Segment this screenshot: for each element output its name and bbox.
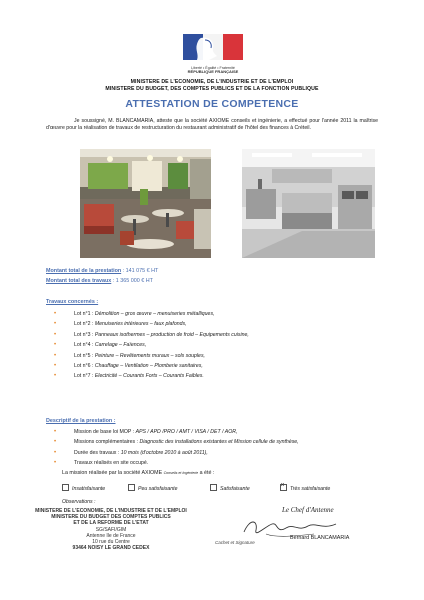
descriptif-heading: Descriptif de la prestation : (46, 418, 116, 424)
stamp-line: 10 rue du Centre (92, 539, 130, 546)
bullet-icon: • (54, 373, 57, 380)
intro-paragraph (46, 118, 378, 132)
list-item (46, 371, 386, 381)
lot-description: Electricité – Courants Forts – Courants Faibles. (94, 373, 204, 380)
lot-number: Lot n°1 : (74, 311, 95, 317)
mission-end: a été : (198, 470, 215, 476)
bullet-icon: • (54, 352, 57, 359)
lot-number: Lot n°7 : (74, 373, 95, 380)
logo-caption (183, 66, 243, 74)
list-item (46, 437, 386, 447)
lots-list (46, 309, 386, 382)
mission-statement (62, 470, 214, 476)
prestation-value: : 141 075 € HT (121, 268, 159, 274)
chef-title: Le Chef d'Antenne (282, 506, 334, 514)
list-item (46, 448, 386, 458)
stamp-line: Antenne Ile de France (86, 532, 136, 539)
travaux-label: Montant total des travaux (46, 278, 112, 284)
republic-label: RÉPUBLIQUE FRANÇAISE (187, 69, 239, 75)
lot-description: Peinture – Revêtements muraux – sols souples, (94, 352, 205, 359)
list-item (46, 319, 386, 329)
intro-text: Je soussigné, M. BLANCAMARIA, atteste que la société AXIOME conseils et ingénierie, a effectué pour l'année 2011 la maîtrise d'œuvre pour la réalisation de travaux de restructuration du restaurant administratif de l'hôtel des finances à Créteil. (46, 118, 378, 132)
list-item (46, 340, 386, 350)
kitchen-photo (242, 149, 375, 258)
item-detail: 10 mois (d'octobre 2010 à août 2011), (120, 449, 208, 456)
bullet-icon: • (54, 331, 57, 338)
restaurant-photo (80, 149, 211, 258)
bullet-icon: • (54, 429, 57, 435)
amounts-block (46, 266, 158, 286)
item-lead: Mission de base loi MOP : (74, 429, 136, 435)
bullet-icon: • (54, 311, 57, 317)
lot-number: Lot n°5 : (74, 352, 95, 359)
travaux-value: : 1 365 000 € HT (111, 278, 153, 284)
stamp-line: MINISTERE DE L'ECONOMIE, DE L'INDUSTRIE ET DE L'EMPLOI (35, 508, 187, 514)
observations-label: Observations : (62, 499, 96, 505)
bullet-icon: • (54, 449, 57, 456)
mission-company: Conseils et Ingénierie (163, 471, 199, 475)
item-lead: Missions complémentaires : (74, 439, 140, 446)
stamp-line: 93464 NOISY LE GRAND CEDEX (72, 545, 150, 552)
rating-label: Insatisfaisante (72, 486, 106, 492)
lot-number: Lot n°4 : (74, 342, 95, 349)
stamp-line: ET DE LA REFORME DE L'ETAT (73, 520, 149, 527)
descriptif-list (46, 427, 386, 469)
checkbox[interactable] (210, 484, 217, 491)
list-item (46, 351, 386, 361)
stamp-line: MINISTERE DU BUDGET DES COMPTES PUBLICS (51, 514, 171, 521)
lot-description: Chauffage – Ventilation – Plomberie sanitaires, (94, 363, 203, 370)
marianne-logo (183, 34, 243, 68)
bullet-icon: • (54, 363, 57, 370)
list-item (46, 458, 386, 468)
list-item (46, 427, 386, 437)
travaux-heading: Travaux concernés : (46, 299, 99, 305)
lot-number: Lot n°6 : (74, 363, 95, 370)
ministry-line-2: MINISTERE DU BUDGET, DES COMPTES PUBLICS ET DE LA FONCTION PUBLIQUE (105, 86, 319, 92)
checkbox[interactable] (128, 484, 135, 491)
signer-name: Bernard BLANCAMARIA (290, 535, 350, 541)
checkbox[interactable] (62, 484, 69, 491)
stamp-line: SG/SAFI/GIM (95, 526, 127, 533)
administration-stamp (28, 508, 194, 551)
bullet-icon: • (54, 460, 57, 467)
bullet-icon: • (54, 321, 57, 328)
lot-description: Démolition – gros œuvre – menuiseries métalliques, (94, 311, 215, 317)
mission-text: La mission réalisée par la société AXIOME (62, 470, 164, 476)
bullet-icon: • (54, 439, 57, 446)
page-title: ATTESTATION DE COMPETENCE (125, 98, 299, 110)
list-item (46, 330, 386, 340)
lot-number: Lot n°2 : (74, 321, 95, 328)
list-item (46, 309, 386, 319)
rating-insatisfaisante[interactable] (62, 484, 105, 492)
item-lead: Durée des travaux : (74, 449, 121, 456)
item-lead: Travaux réalisés en site occupé. (74, 460, 149, 467)
lot-description: Panneaux isothermes – production de froid – Equipements cuisine, (94, 331, 249, 338)
bullet-icon: • (54, 342, 57, 349)
prestation-amount (46, 266, 158, 276)
ministry-heading (60, 79, 364, 93)
rating-label: Peu satisfaisante (138, 486, 178, 492)
lot-description: Menuiseries intérieures – faux plafonds, (94, 321, 187, 328)
rating-label: Très satisfaisante (290, 486, 331, 492)
prestation-label: Montant total de la prestation (46, 268, 122, 274)
rating-label: Satisfaisante (220, 486, 250, 492)
item-detail: APS / APD /PRO / AMT / VISA / DET / AOR, (135, 429, 238, 435)
lot-description: Carrelage – Faïences, (94, 342, 147, 349)
rating-peu-satisfaisante[interactable] (128, 484, 178, 492)
rating-tres-satisfaisante[interactable] (280, 484, 330, 492)
cachet-label: Cachet et Signature (215, 540, 255, 545)
item-detail: Diagnostic des installations existantes et Mission cellule de synthèse, (139, 439, 299, 446)
motto: Liberté • Égalité • Fraternité (191, 66, 235, 70)
checkbox-checked[interactable] (280, 484, 287, 491)
travaux-amount (46, 276, 158, 286)
list-item (46, 361, 386, 371)
ministry-line-1: MINISTERE DE L'ECONOMIE, DE L'INDUSTRIE ET DE L'EMPLOI (130, 79, 294, 85)
lot-number: Lot n°3 : (74, 331, 95, 338)
rating-satisfaisante[interactable] (210, 484, 250, 492)
